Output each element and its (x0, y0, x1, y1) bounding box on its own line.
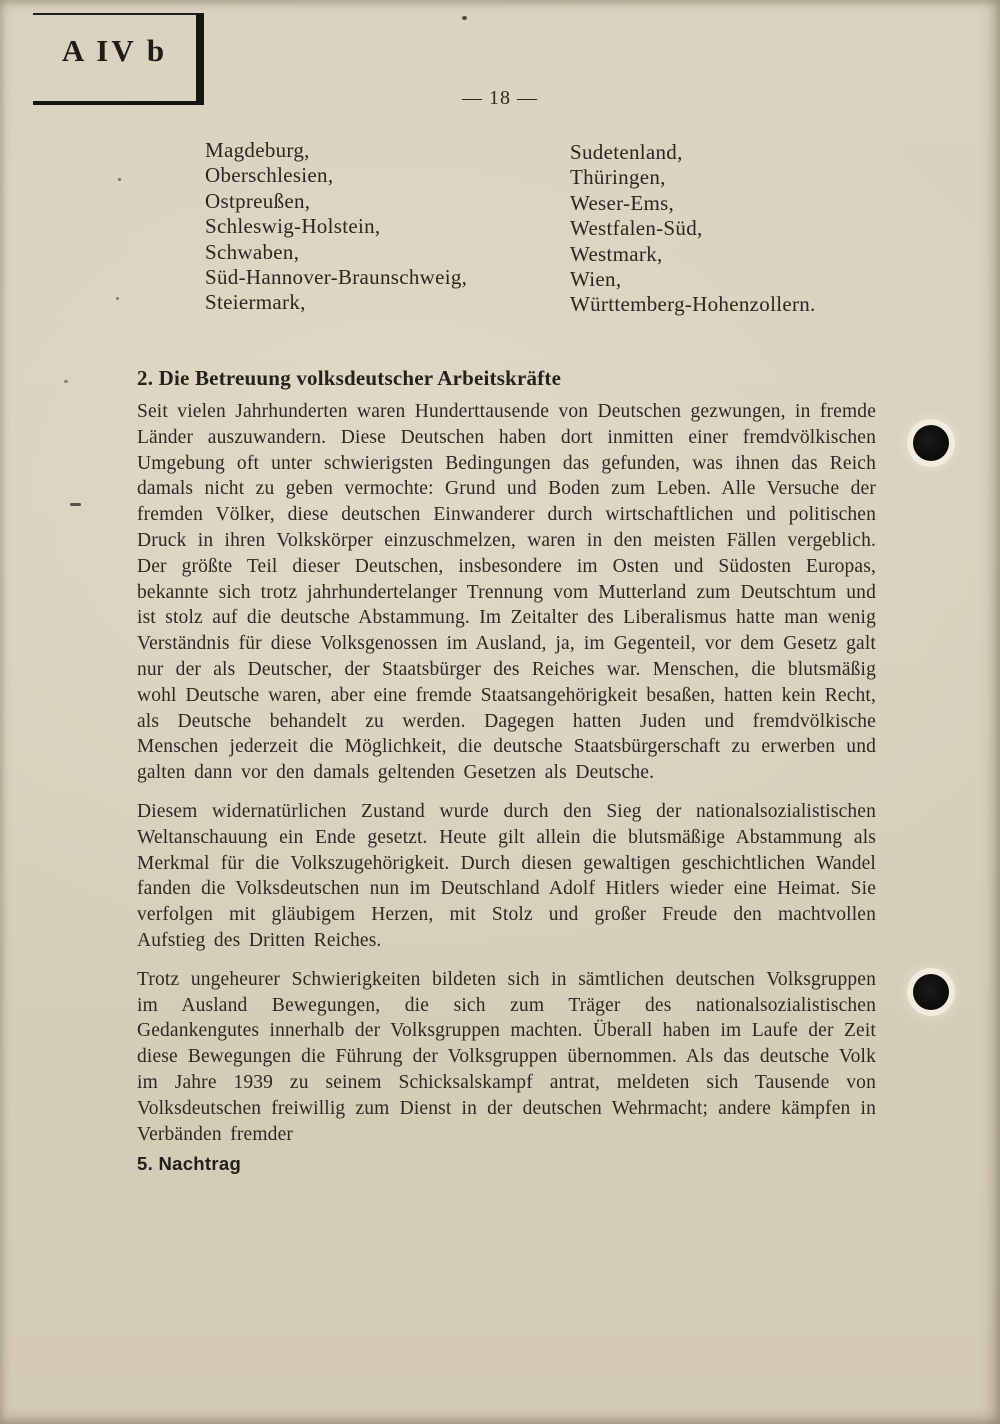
section-heading: 2. Die Betreuung volksdeutscher Arbeitskräfte (137, 366, 562, 390)
body-paragraph: Diesem widernatürlichen Zustand wurde durch den Sieg der nationalsozialistischen Weltanschauung ein Ende gesetzt. Heute gilt allein die blutsmäßige Abstammung als Merkmal für die Volkszugehörigkeit. Durch diesen gewaltigen geschichtlichen Wandel fanden die Volksdeutschen nun im Deutschland Adolf Hitlers wieder eine Heimat. Sie verfolgen mit gläubigem Herzen, mit Stolz und großer Freude den machtvollen Aufstieg des Dritten Reiches. (137, 800, 876, 951)
scan-speck (116, 297, 119, 300)
archive-stamp-label: A IV b (61, 33, 168, 68)
punch-hole-top (913, 425, 949, 461)
district-list (205, 138, 875, 318)
district-item: Wien, (570, 267, 622, 292)
scan-speck (462, 16, 467, 20)
district-item: Oberschlesien, (205, 163, 334, 188)
scan-speck (118, 178, 121, 181)
district-item: Magdeburg, (205, 138, 310, 162)
punch-hole-bottom (913, 974, 949, 1010)
district-item: Westmark, (570, 241, 663, 266)
body-paragraph: Seit vielen Jahrhunderten waren Hunderttausende von Deutschen gezwungen, in fremde Länder auszuwandern. Diese Deutschen haben dort inmitten einer fremdvölkischen Umgebung oft unter schwierigsten Bedingungen das gefunden, was ihnen das Reich damals nicht zu geben vermochte: Grund und Boden zum Leben. Alle Versuche der fremden Völker, diese deutschen Einwanderer durch wirtschaftlichen und politischen Druck in ihren Volkskörper einzuschmelzen, waren in den meisten Fällen vergeblich. Der größte Teil dieser Deutschen, insbesondere im Osten und Südosten Europas, bekannte sich trotz jahrhundertelanger Trennung vom Mutterland zum Deutschtum und ist stolz auf die deutsche Abstammung. Im Zeitalter des Liberalismus hatte man wenig Verständnis für diese Volksgenossen im Ausland, ja, im Gegenteil, vor dem Gesetz galt nur der als Deutscher, der Staatsbürger des Reiches war. Menschen, die blutsmäßig wohl Deutsche waren, aber eine fremde Staatsangehörigkeit besaßen, hatten kein Recht, als Deutsche behandelt zu werden. Dagegen hatten Juden und fremdvölkische Menschen jederzeit die Möglichkeit, die deutsche Staatsbürgerschaft zu erwerben und galten dann vor den damals geltenden Gesetzen als Deutsche. (137, 401, 876, 784)
district-list-right-column (570, 138, 875, 318)
district-list-left-column (205, 138, 570, 318)
page-number: — 18 — (462, 87, 538, 109)
district-item: Sudetenland, (570, 140, 683, 164)
district-item: Süd-Hannover-Braunschweig, (205, 265, 468, 290)
district-item: Westfalen-Süd, (570, 216, 703, 241)
scan-speck (64, 380, 68, 383)
body-text (137, 399, 876, 1177)
district-item: Steiermark, (205, 290, 306, 315)
district-item: Ostpreußen, (205, 188, 311, 213)
district-item: Württemberg-Hohenzollern. (570, 292, 816, 317)
district-item: Schwaben, (205, 239, 300, 264)
district-item: Thüringen, (570, 165, 666, 190)
district-item: Schleswig-Holstein, (205, 214, 381, 239)
scan-speck (70, 503, 81, 506)
footer-label: 5. Nachtrag (137, 1153, 242, 1175)
district-item: Weser-Ems, (570, 190, 675, 215)
body-paragraph: Trotz ungeheurer Schwierigkeiten bildeten sich in sämtlichen deutschen Volksgruppen im Ausland Bewegungen, die sich zum Träger des nationalsozialistischen Gedankengutes innerhalb der Volksgruppen machten. Überall haben im Laufe der Zeit diese Bewegungen die Führung der Volksgruppen übernommen. Als das deutsche Volk im Jahre 1939 zu seinem Schicksalskampf antrat, meldeten sich Tausende von Volksdeutschen freiwillig zum Dienst in der deutschen Wehrmacht; andere kämpfen in Verbänden fremder (137, 968, 876, 1145)
